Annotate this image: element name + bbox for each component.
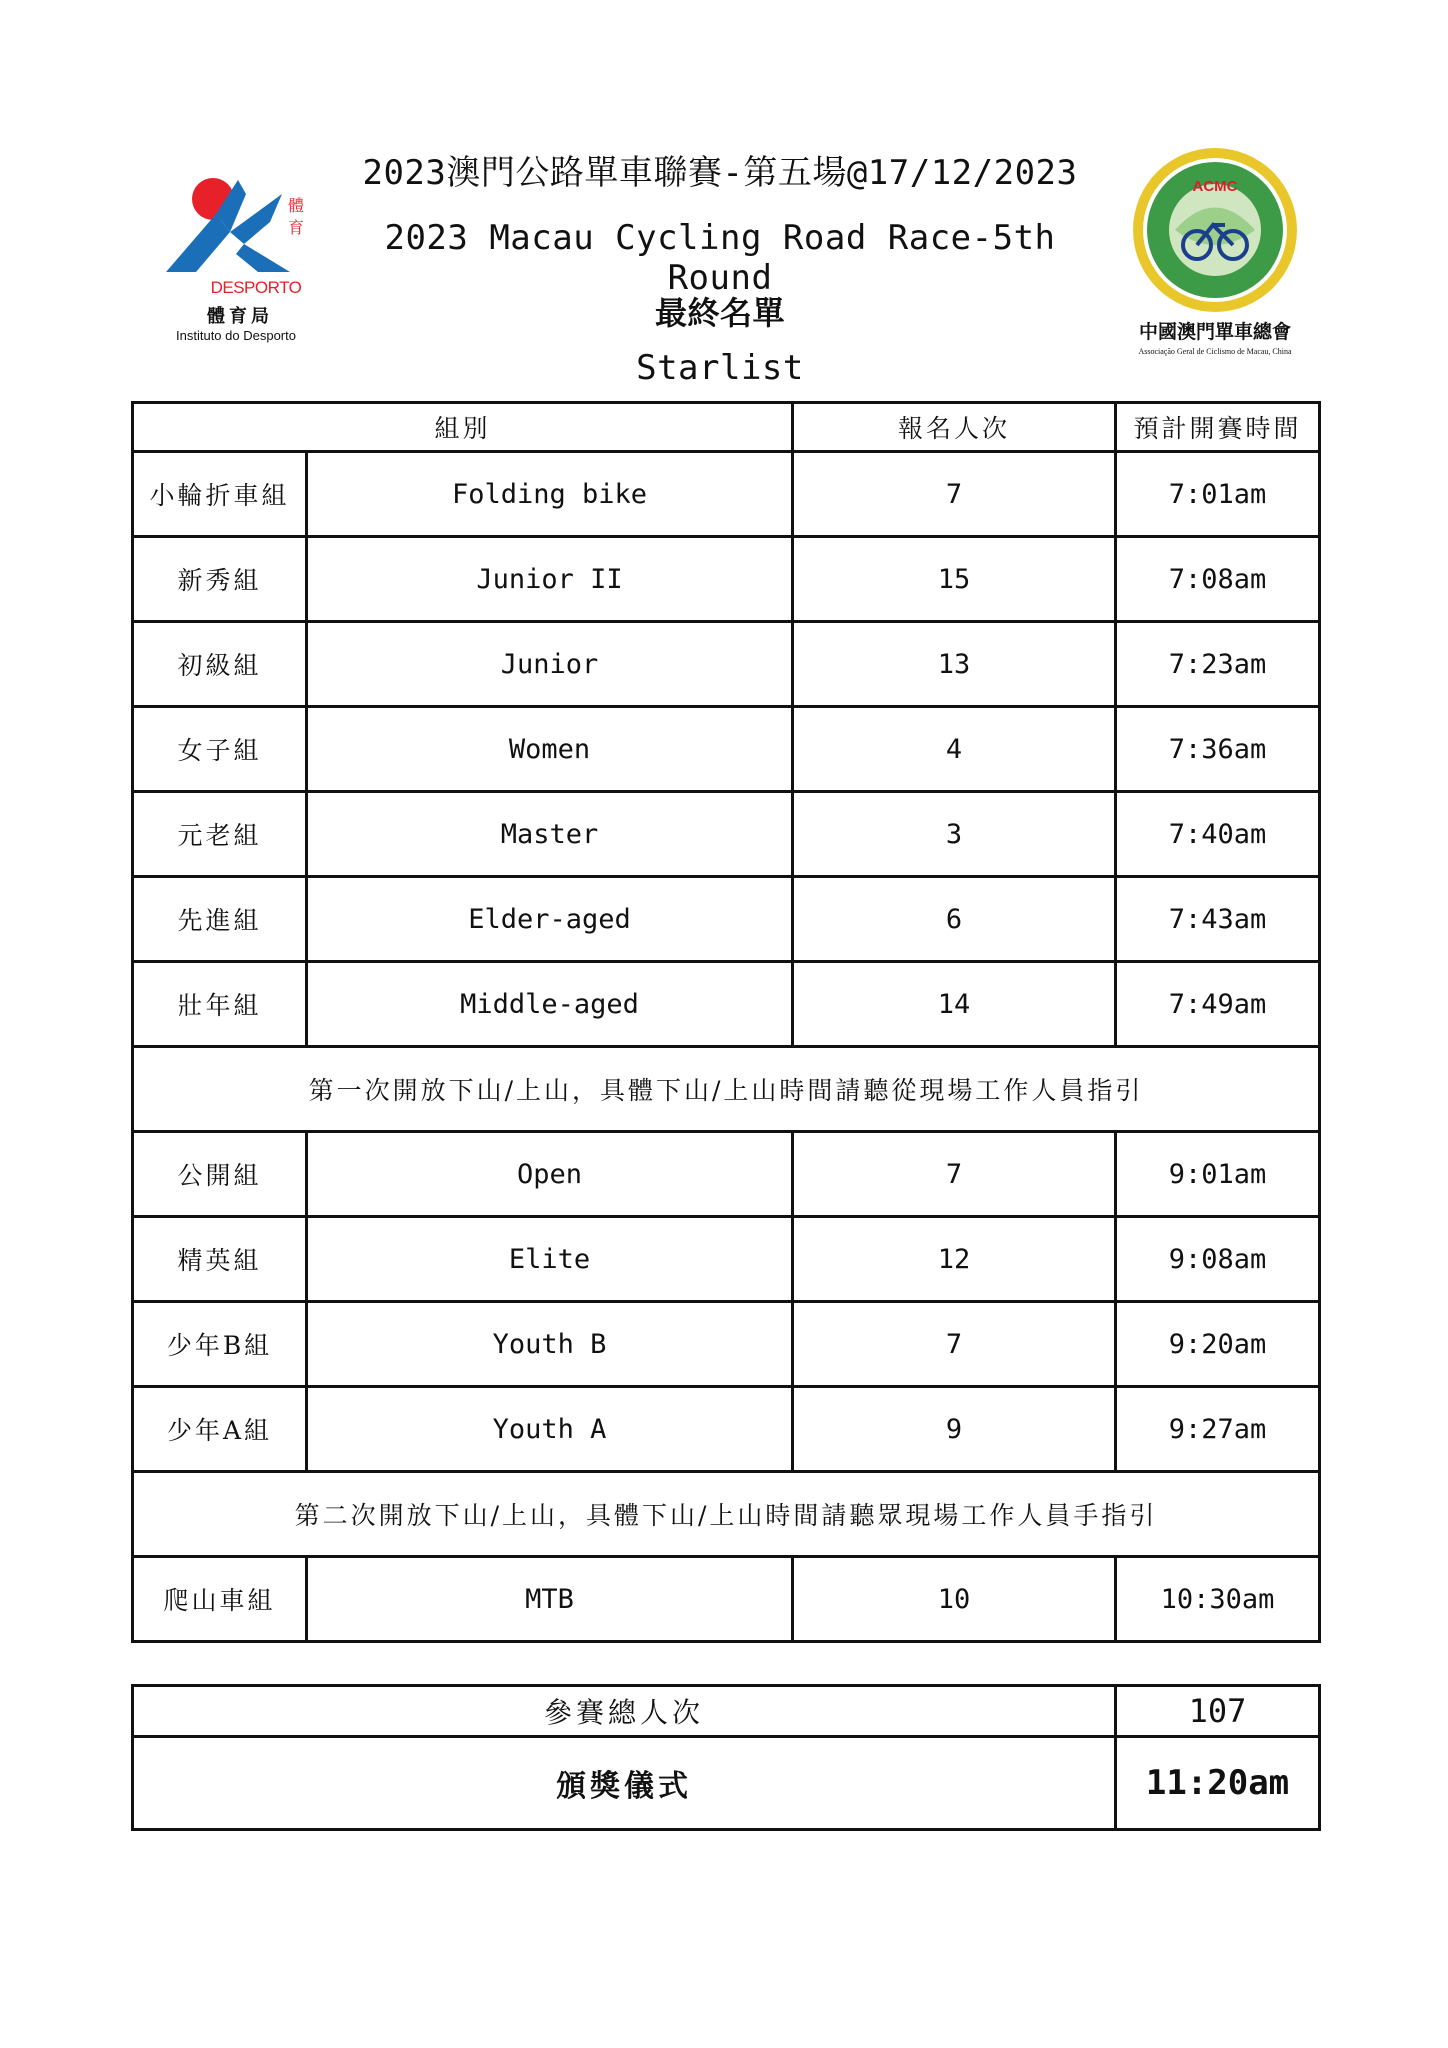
svg-text:ACMC: ACMC [1192,178,1238,195]
table-row [133,792,1320,877]
note-row [133,1472,1320,1557]
entries-count: 10 [793,1557,1116,1642]
table-row [133,707,1320,792]
entries-count: 9 [793,1387,1116,1472]
table-row [133,622,1320,707]
startlist-table [131,401,1321,1643]
category-en: Open [307,1132,793,1217]
category-cn: 元老組 [133,792,307,877]
header-start-time: 預計開賽時間 [1116,403,1320,452]
table-row [133,537,1320,622]
category-en: Women [307,707,793,792]
acmc-name-cn: 中國澳門單車總會 [1138,321,1291,343]
start-time: 7:40am [1116,792,1320,877]
acmc-logo [1115,145,1315,365]
table-row [133,962,1320,1047]
category-en: Master [307,792,793,877]
descent-note-2: 第二次開放下山/上山，具體下山/上山時間請聽眾現場工作人員手指引 [133,1472,1320,1557]
entries-count: 6 [793,877,1116,962]
summary-table [131,1684,1321,1831]
start-time: 9:20am [1116,1302,1320,1387]
subtitle-cn: 最終名單 [654,294,785,332]
table-row [133,1557,1320,1642]
start-time: 9:01am [1116,1132,1320,1217]
header-group: 組別 [133,403,793,452]
category-cn: 新秀組 [133,537,307,622]
descent-note-1: 第一次開放下山/上山，具體下山/上山時間請聽從現場工作人員指引 [133,1047,1320,1132]
category-cn: 小輪折車組 [133,452,307,537]
title-en: 2023 Macau Cycling Road Race-5th Round [384,218,1056,298]
entries-count: 7 [793,1132,1116,1217]
category-cn: 爬山車組 [133,1557,307,1642]
entries-count: 13 [793,622,1116,707]
entries-count: 4 [793,707,1116,792]
total-value: 107 [1116,1686,1320,1737]
category-en: Junior [307,622,793,707]
category-cn: 初級組 [133,622,307,707]
category-en: Elite [307,1217,793,1302]
category-en: Middle-aged [307,962,793,1047]
logo-name-cn: 體育局 [207,306,273,326]
category-en: Elder-aged [307,877,793,962]
table-row [133,1302,1320,1387]
entries-count: 15 [793,537,1116,622]
start-time: 7:01am [1116,452,1320,537]
table-row [133,452,1320,537]
category-en: MTB [307,1557,793,1642]
award-label: 頒獎儀式 [133,1737,1116,1830]
subtitle-en: Starlist [636,348,804,388]
start-time: 7:43am [1116,877,1320,962]
note-row [133,1047,1320,1132]
start-time: 10:30am [1116,1557,1320,1642]
category-en: Youth B [307,1302,793,1387]
entries-count: 14 [793,962,1116,1047]
category-cn: 先進組 [133,877,307,962]
category-cn: 女子組 [133,707,307,792]
acmc-name-pt: Associação Geral de Ciclismo de Macau, China [1138,347,1292,356]
category-cn: 少年B組 [133,1302,307,1387]
table-header-row [133,403,1320,452]
entries-count: 12 [793,1217,1116,1302]
category-en: Junior II [307,537,793,622]
start-time: 7:23am [1116,622,1320,707]
total-row [133,1686,1320,1737]
category-cn: 壯年組 [133,962,307,1047]
award-time: 11:20am [1116,1737,1320,1830]
start-time: 9:08am [1116,1217,1320,1302]
sports-bureau-logo [160,170,320,350]
table-row [133,1217,1320,1302]
start-time: 7:08am [1116,537,1320,622]
logo-name-pt: Instituto do Desporto [176,328,296,343]
acmc-seal-icon [1115,145,1315,315]
table-row [133,1132,1320,1217]
category-cn: 公開組 [133,1132,307,1217]
start-time: 7:49am [1116,962,1320,1047]
category-en: Youth A [307,1387,793,1472]
logo-vertical-text: 體育 [287,198,304,237]
table-row [133,1387,1320,1472]
total-label: 參賽總人次 [133,1686,1116,1737]
entries-count: 3 [793,792,1116,877]
category-cn: 精英組 [133,1217,307,1302]
award-row [133,1737,1320,1830]
title-cn: 2023澳門公路單車聯賽-第五場@17/12/2023 [362,153,1078,193]
entries-count: 7 [793,452,1116,537]
header-entries: 報名人次 [793,403,1116,452]
logo-brand-text: DESPORTO [210,278,302,297]
category-cn: 少年A組 [133,1387,307,1472]
entries-count: 7 [793,1302,1116,1387]
start-time: 7:36am [1116,707,1320,792]
start-time: 9:27am [1116,1387,1320,1472]
table-row [133,877,1320,962]
category-en: Folding bike [307,452,793,537]
